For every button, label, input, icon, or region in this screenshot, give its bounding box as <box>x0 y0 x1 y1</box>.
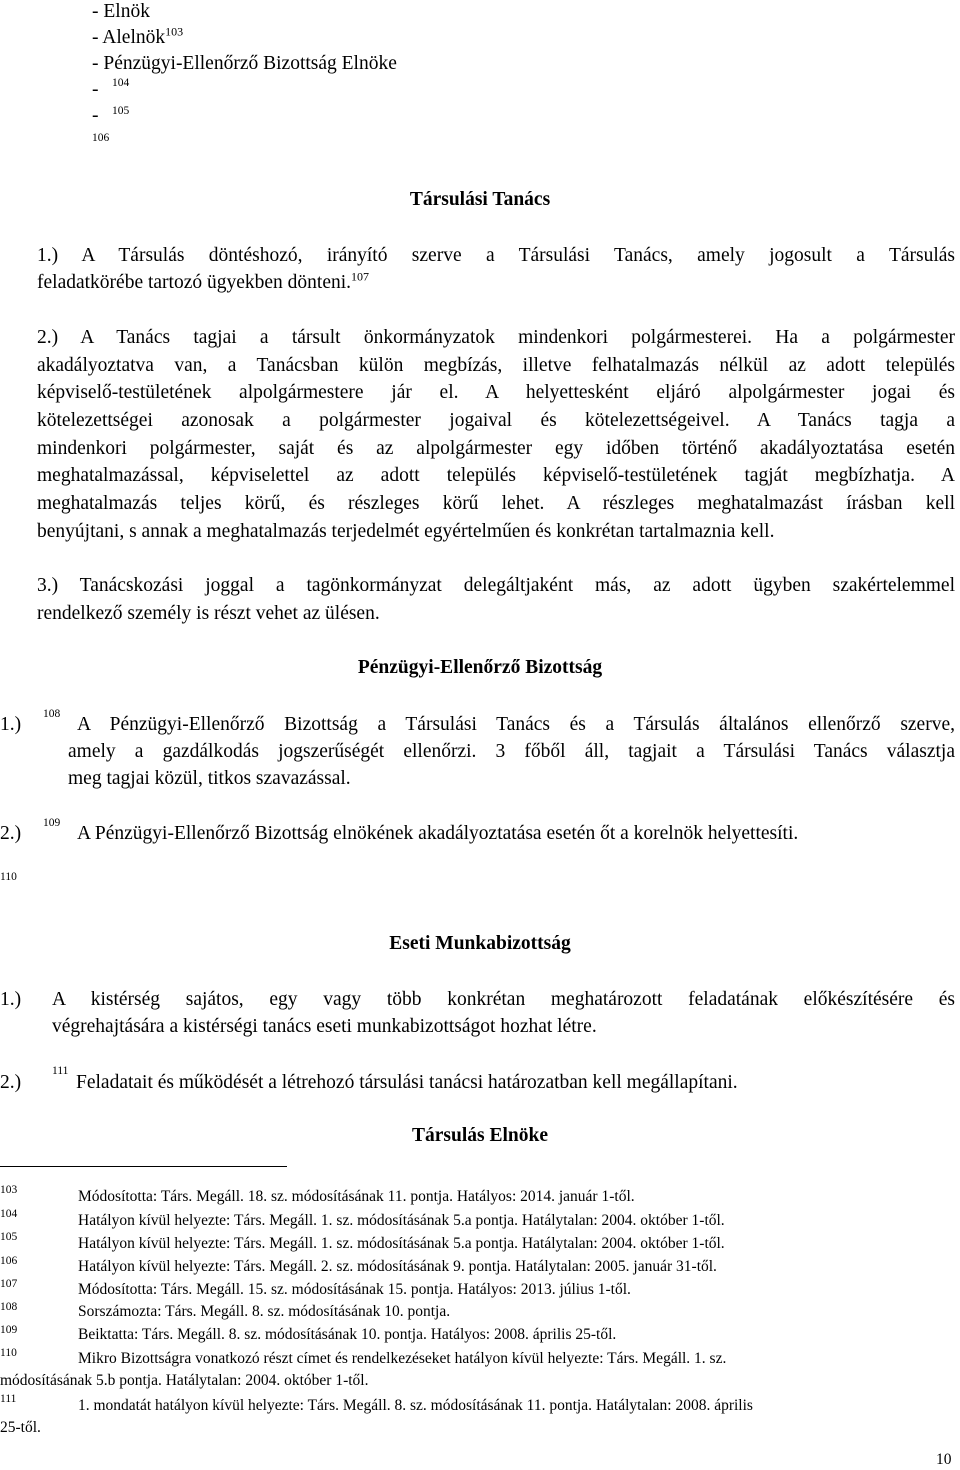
footnote-separator <box>0 1166 287 1167</box>
section-heading-elnoke: Társulás Elnöke <box>412 1125 548 1146</box>
footnote-text: Sorszámozta: Társ. Megáll. 8. sz. módosításának 10. pontja. <box>78 1303 451 1320</box>
paragraph-line: meg tagjai közül, titkos szavazással. <box>68 768 351 789</box>
section-heading-eseti: Eseti Munkabizottság <box>389 933 571 954</box>
paragraph-line: A Pénzügyi-Ellenőrző Bizottság elnökének akadályoztatása esetén őt a korelnök helyettesíti. <box>77 823 799 844</box>
paragraph-line: A kistérség sajátos, egy vagy több konkrétan meghatározott feladatának előkészítésére és <box>52 989 955 1010</box>
paragraph-line: 3.) Tanácskozási joggal a tagönkormányzat delegáltjaként más, az adott ügyben szakértelemmel <box>37 575 955 596</box>
list-item-label: - Alelnök <box>92 27 166 48</box>
paragraph-line: meghatalmazás teljes körű, és részleges körű lehet. A részleges meghatalmazást írásban kell <box>37 493 955 514</box>
paragraph-line: 1.) A Társulás döntéshozó, irányító szerve a Társulási Tanács, amely jogosult a Társulás <box>37 245 955 266</box>
paragraph-line: mindenkori polgármester, saját és az alpolgármester egy időben történő akadályoztatása esetén <box>37 438 955 459</box>
list-item-alelnok <box>92 26 183 50</box>
footnote-text: Mikro Bizottságra vonatkozó részt címet és rendelkezéseket hatályon kívül helyezte: Társ. Megáll. 1. sz. <box>78 1350 727 1367</box>
section-heading-tarsulasi-tanacs: Társulási Tanács <box>409 189 551 210</box>
footnote-number: 110 <box>0 1347 17 1359</box>
footnote-ref: 107 <box>351 269 370 284</box>
footnote-ref: 103 <box>165 24 184 39</box>
footnote-text: Módosította: Társ. Megáll. 18. sz. módosításának 11. pontja. Hatályos: 2014. január 1-től. <box>78 1188 635 1205</box>
footnote-number: 106 <box>0 1255 18 1267</box>
footnote-ref: 104 <box>112 77 130 89</box>
footnote-text: 1. mondatát hatályon kívül helyezte: Társ. Megáll. 8. sz. módosításának 11. pontja. Hatálytalan: 2008. április <box>78 1397 753 1414</box>
paragraph-text: feladatkörébe tartozó ügyekben dönteni. <box>37 272 352 293</box>
paragraph-line: kötelezettségei azonosak a polgármester jogaival és kötelezettségeivel. A Tanács tagja a <box>37 410 955 431</box>
item-number: 2.) <box>0 823 22 844</box>
item-number: 1.) <box>0 989 22 1010</box>
list-item-repealed-104 <box>92 78 99 102</box>
footnote-text: Hatályon kívül helyezte: Társ. Megáll. 1. sz. módosításának 5.a pontja. Hatálytalan: 2004. október 1-től. <box>78 1235 725 1252</box>
footnote-text: Beiktatta: Társ. Megáll. 8. sz. módosításának 10. pontja. Hatályos: 2008. április 25-től. <box>78 1326 617 1343</box>
paragraph-line: akadályoztatva van, a Tanácsban külön megbízás, illetve felhatalmazás nélkül az adott település <box>37 355 955 376</box>
footnote-ref: 111 <box>52 1065 69 1077</box>
paragraph-line: 2.) A Tanács tagjai a társult önkormányzatok mindenkori polgármesterei. Ha a polgármester <box>37 327 955 348</box>
paragraph-line: végrehajtására a kistérségi tanács eseti munkabizottságot hozhat létre. <box>52 1016 597 1037</box>
footnote-text-continued: módosításának 5.b pontja. Hatálytalan: 2004. október 1-től. <box>0 1372 369 1389</box>
footnote-ref: 106 <box>92 132 110 144</box>
list-dash: - <box>92 105 99 126</box>
footnote-ref: 108 <box>43 708 61 720</box>
footnote-text: Hatályon kívül helyezte: Társ. Megáll. 2. sz. módosításának 9. pontja. Hatálytalan: 2005. január 31-től. <box>78 1258 717 1275</box>
paragraph-line: meghatalmazással, képviselettel az adott település képviselő-testületének tagját megbízhatja. A <box>37 465 955 486</box>
page-number: 10 <box>936 1451 952 1468</box>
section-heading-penzugyi: Pénzügyi-Ellenőrző Bizottság <box>357 657 603 678</box>
footnote-number: 104 <box>0 1208 18 1220</box>
footnote-number: 108 <box>0 1301 18 1313</box>
list-item-repealed-105 <box>92 104 99 128</box>
item-number: 2.) <box>0 1072 22 1093</box>
list-item-penzugyi-elnok: - Pénzügyi-Ellenőrző Bizottság Elnöke <box>92 53 397 74</box>
item-number: 1.) <box>0 714 22 735</box>
list-dash: - <box>92 79 99 100</box>
paragraph-line <box>37 271 369 295</box>
footnote-ref: 110 <box>0 871 17 883</box>
footnote-number: 109 <box>0 1324 18 1336</box>
footnote-number: 107 <box>0 1278 18 1290</box>
list-item-elnok: - Elnök <box>92 1 150 22</box>
paragraph-line: képviselő-testületének alpolgármestere jár el. A helyettesként eljáró alpolgármester jogai és <box>37 382 955 403</box>
footnote-text: Hatályon kívül helyezte: Társ. Megáll. 1. sz. módosításának 5.a pontja. Hatálytalan: 2004. október 1-től. <box>78 1212 725 1229</box>
footnote-number: 111 <box>0 1393 17 1405</box>
footnote-ref: 109 <box>43 817 61 829</box>
footnote-number: 105 <box>0 1231 18 1243</box>
footnote-ref: 105 <box>112 105 130 117</box>
paragraph-line: A Pénzügyi-Ellenőrző Bizottság a Társulási Tanács és a Társulás általános ellenőrző szerve, <box>77 714 955 735</box>
paragraph-line: amely a gazdálkodás jogszerűségét ellenőrzi. 3 főből áll, tagjait a Társulási Tanács választja <box>68 741 955 762</box>
paragraph-line: Feladatait és működését a létrehozó társulási tanácsi határozatban kell megállapítani. <box>76 1072 738 1093</box>
footnote-number: 103 <box>0 1184 18 1196</box>
footnote-text-continued: 25-től. <box>0 1419 41 1436</box>
paragraph-line: benyújtani, s annak a meghatalmazás terjedelmét egyértelműen és konkrétan tartalmaznia kell. <box>37 521 775 542</box>
footnote-text: Módosította: Társ. Megáll. 15. sz. módosításának 15. pontja. Hatályos: 2013. július 1-től. <box>78 1281 631 1298</box>
paragraph-line: rendelkező személy is részt vehet az ülésen. <box>37 603 380 624</box>
